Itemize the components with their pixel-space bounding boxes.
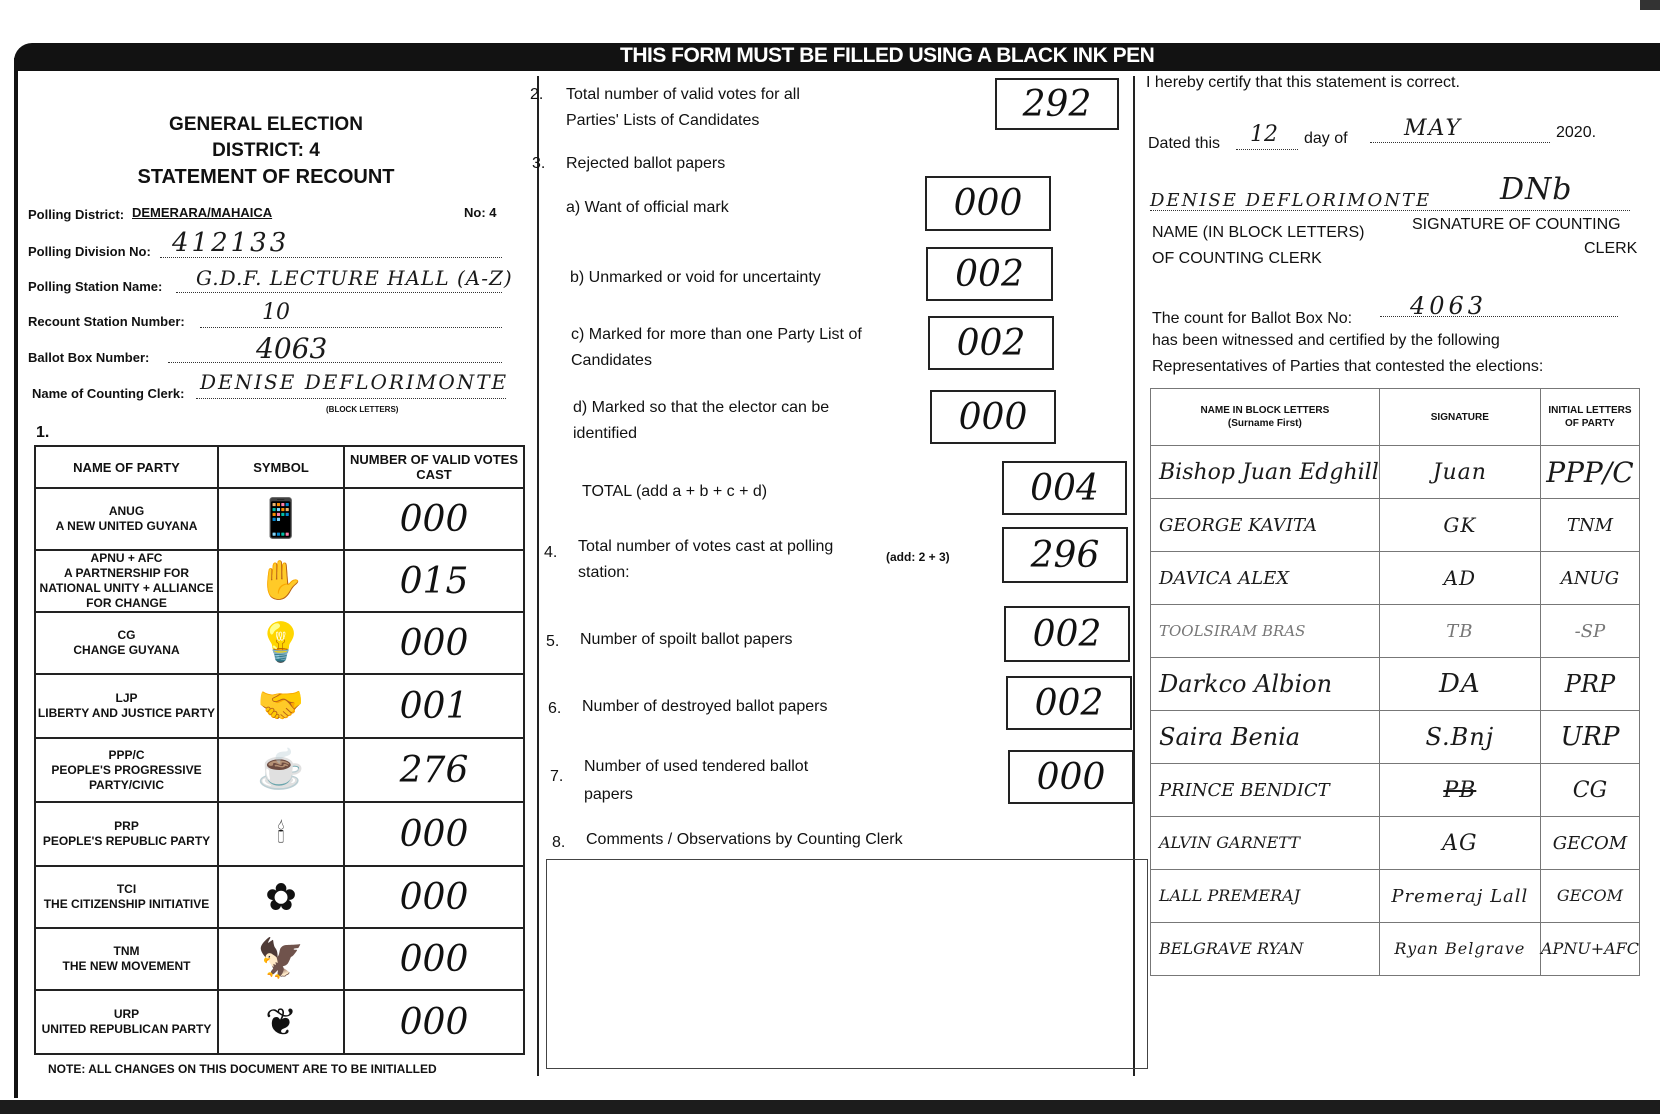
bottom-border xyxy=(0,1100,1660,1114)
item-3-number: 3. xyxy=(532,155,546,172)
reps-header-name-1: NAME IN BLOCK LETTERS xyxy=(1200,405,1330,416)
rep-name: GEORGE KAVITA xyxy=(1159,514,1318,536)
header-line-2: DISTRICT: 4 xyxy=(212,140,320,161)
dated-year: 2020. xyxy=(1556,124,1597,141)
dated-month-line xyxy=(1370,142,1550,143)
item-6-label: Number of destroyed ballot papers xyxy=(582,698,828,715)
rep-signature-cell xyxy=(1379,711,1540,764)
clerk-name-value: DENISE DEFLORIMONTE xyxy=(1150,190,1432,211)
dated-day-value: 12 xyxy=(1250,122,1278,147)
lamp-icon: 🕯 xyxy=(277,818,285,848)
party-fullname: THE CITIZENSHIP INITIATIVE xyxy=(43,897,210,911)
party-row-tci xyxy=(35,866,524,928)
header-party-name: NAME OF PARTY xyxy=(35,446,218,488)
rep-name-cell xyxy=(1151,658,1380,711)
party-fullname: UNITED REPUBLICAN PARTY xyxy=(41,1022,212,1036)
recount-station-label: Recount Station Number: xyxy=(28,314,185,329)
party-abbr: URP xyxy=(113,1007,140,1021)
item-2-number: 2. xyxy=(530,86,544,103)
rep-signature: Premeraj Lall xyxy=(1391,885,1529,907)
rep-party: -SP xyxy=(1574,620,1606,642)
item-8-label: Comments / Observations by Counting Clerk xyxy=(586,831,903,848)
rep-party-cell xyxy=(1540,446,1639,499)
rep-party-cell xyxy=(1540,764,1639,817)
party-row-urp xyxy=(35,990,524,1054)
party-symbol-cell xyxy=(218,488,344,550)
rep-name-cell xyxy=(1151,923,1380,976)
party-row-ljp xyxy=(35,674,524,738)
witness-line-2: Representatives of Parties that contested the elections: xyxy=(1152,358,1544,375)
party-name-cell xyxy=(35,866,218,928)
rep-row xyxy=(1151,817,1640,870)
party-name-cell xyxy=(35,738,218,802)
item-3b-label: b) Unmarked or void for uncertainty xyxy=(570,269,821,286)
party-votes-value: 000 xyxy=(344,928,524,990)
party-name-cell xyxy=(35,550,218,612)
polling-division-value: 412133 xyxy=(172,228,290,258)
rep-signature-cell xyxy=(1379,923,1540,976)
rep-signature-cell xyxy=(1379,870,1540,923)
rep-row xyxy=(1151,923,1640,976)
rep-name-cell xyxy=(1151,870,1380,923)
party-fullname: CHANGE GUYANA xyxy=(73,643,180,657)
certify-statement: I hereby certify that this statement is correct. xyxy=(1146,74,1460,91)
rep-signature: S.Bnj xyxy=(1425,723,1495,751)
party-votes-value: 001 xyxy=(344,674,524,738)
polling-division-label: Polling Division No: xyxy=(28,244,151,259)
page-corner xyxy=(1640,0,1660,10)
party-votes-value: 000 xyxy=(344,488,524,550)
rep-name: Bishop Juan Edghill xyxy=(1159,459,1379,485)
rep-party-cell xyxy=(1540,605,1639,658)
party-abbr: APNU + AFC xyxy=(90,551,163,565)
name-label-line-2: OF COUNTING CLERK xyxy=(1152,250,1322,267)
item-3b-value-box: 002 xyxy=(926,247,1053,301)
dated-day-line xyxy=(1236,149,1298,150)
party-votes-value: 000 xyxy=(344,612,524,674)
rep-signature: AD xyxy=(1443,566,1477,590)
rep-signature: Juan xyxy=(1432,459,1487,485)
rep-party-cell xyxy=(1540,711,1639,764)
rep-name: LALL PREMERAJ xyxy=(1159,886,1301,905)
party-name-cell xyxy=(35,928,218,990)
item-2-value-box: 292 xyxy=(995,78,1119,130)
mobile-phone-icon: 📱 xyxy=(257,498,305,540)
item-2-line-2: Parties' Lists of Candidates xyxy=(566,112,760,129)
rep-name: Darkco Albion xyxy=(1159,670,1333,698)
item-4-value-box: 296 xyxy=(1002,527,1128,583)
dated-label: Dated this xyxy=(1148,135,1221,152)
party-row-tnm xyxy=(35,928,524,990)
party-votes-table xyxy=(34,445,525,1055)
header-symbol: SYMBOL xyxy=(218,446,344,488)
item-5-label: Number of spoilt ballot papers xyxy=(580,631,793,648)
day-of-label: day of xyxy=(1304,130,1348,147)
item-7-line-1: Number of used tendered ballot xyxy=(584,758,809,775)
item-4-line-2: station: xyxy=(578,564,630,581)
sig-label-line-1: SIGNATURE OF COUNTING xyxy=(1412,216,1621,233)
rep-row xyxy=(1151,658,1640,711)
rep-row xyxy=(1151,711,1640,764)
rep-name-cell xyxy=(1151,711,1380,764)
rep-party: PRP xyxy=(1564,670,1616,698)
header-line-1: GENERAL ELECTION xyxy=(169,114,363,135)
item-7-line-2: papers xyxy=(584,786,633,803)
polling-station-label: Polling Station Name: xyxy=(28,279,163,294)
rep-name: BELGRAVE RYAN xyxy=(1159,939,1304,958)
party-symbol-cell xyxy=(218,990,344,1054)
reps-header-name-2: (Surname First) xyxy=(1227,418,1302,429)
recount-station-line xyxy=(200,327,502,328)
rep-party-cell xyxy=(1540,499,1639,552)
party-symbol-cell xyxy=(218,550,344,612)
rep-signature-cell xyxy=(1379,658,1540,711)
party-abbr: TNM xyxy=(113,944,140,958)
item-3d-line-1: d) Marked so that the elector can be xyxy=(573,399,830,416)
rep-party: APNU+AFC xyxy=(1540,939,1639,958)
lightbulb-gear-icon: 💡 xyxy=(257,622,305,664)
rep-signature: PB xyxy=(1443,777,1477,803)
party-table-header-row xyxy=(35,446,524,488)
item-3d-line-2: identified xyxy=(573,425,638,442)
party-abbr: PRP xyxy=(114,819,139,833)
item-6-value-box: 002 xyxy=(1006,676,1132,730)
hand-key-icon: ✋ xyxy=(257,560,305,602)
item-5-number: 5. xyxy=(546,633,560,650)
ballot-box-value: 4063 xyxy=(256,332,328,365)
party-votes-value: 000 xyxy=(344,866,524,928)
item-7-value-box: 000 xyxy=(1008,750,1134,804)
party-fullname: THE NEW MOVEMENT xyxy=(62,959,191,973)
party-votes-value: 276 xyxy=(344,738,524,802)
party-symbol-cell xyxy=(218,738,344,802)
party-name-cell xyxy=(35,802,218,866)
reps-header-party xyxy=(1540,389,1639,446)
party-symbol-cell xyxy=(218,866,344,928)
dated-month-value: MAY xyxy=(1404,116,1463,141)
counting-clerk-value: DENISE DEFLORIMONTE xyxy=(200,370,509,394)
rep-signature: AG xyxy=(1442,830,1478,856)
block-letters-note: (BLOCK LETTERS) xyxy=(326,405,399,414)
rep-name-cell xyxy=(1151,605,1380,658)
item-3c-line-1: c) Marked for more than one Party List of xyxy=(571,326,862,343)
rep-signature-cell xyxy=(1379,552,1540,605)
party-fullname: A NEW UNITED GUYANA xyxy=(55,519,198,533)
rep-signature-cell xyxy=(1379,605,1540,658)
item-8-number: 8. xyxy=(552,834,566,851)
reps-header-row xyxy=(1151,389,1640,446)
initialled-note: NOTE: ALL CHANGES ON THIS DOCUMENT ARE TO BE INITIALLED xyxy=(48,1062,437,1076)
rep-name: Saira Benia xyxy=(1159,723,1301,751)
polling-district-value: DEMERARA/MAHAICA xyxy=(132,205,273,220)
party-symbol-cell xyxy=(218,612,344,674)
witness-line-1: has been witnessed and certified by the following xyxy=(1152,332,1500,349)
rep-party-cell xyxy=(1540,817,1639,870)
total-value-box: 004 xyxy=(1002,461,1127,515)
reps-header-party-1: INITIAL LETTERS xyxy=(1548,405,1632,416)
rep-party: URP xyxy=(1560,722,1620,752)
party-row-pppc xyxy=(35,738,524,802)
left-border xyxy=(14,58,18,1098)
rep-signature-cell xyxy=(1379,446,1540,499)
item-3a-label: a) Want of official mark xyxy=(566,199,729,216)
item-3a-value-box: 000 xyxy=(925,176,1051,231)
item-3-label: Rejected ballot papers xyxy=(566,155,726,172)
rep-party: PPP/C xyxy=(1546,455,1634,489)
party-name-cell xyxy=(35,612,218,674)
counting-clerk-label: Name of Counting Clerk: xyxy=(32,386,185,401)
rep-name: TOOLSIRAM BRAS xyxy=(1159,621,1306,640)
rep-signature-cell xyxy=(1379,499,1540,552)
name-label-line-1: NAME (IN BLOCK LETTERS) xyxy=(1152,224,1365,241)
rep-signature: GK xyxy=(1443,513,1477,537)
reps-header-signature: SIGNATURE xyxy=(1379,389,1540,446)
banner-text: THIS FORM MUST BE FILLED USING A BLACK INK PEN xyxy=(620,44,1155,67)
party-votes-value: 000 xyxy=(344,802,524,866)
reps-header-party-2: OF PARTY xyxy=(1565,418,1615,429)
rep-party-cell xyxy=(1540,658,1639,711)
rep-party: ANUG xyxy=(1560,567,1620,589)
item-4-note: (add: 2 + 3) xyxy=(886,550,950,564)
party-votes-value: 000 xyxy=(344,990,524,1054)
rep-party: GECOM xyxy=(1556,886,1624,905)
animal-emblem-icon: ❦ xyxy=(265,1001,297,1044)
count-value: 4063 xyxy=(1410,292,1488,320)
rep-name: PRINCE BENDICT xyxy=(1159,779,1330,801)
counting-clerk-line xyxy=(196,398,506,399)
representatives-table xyxy=(1150,388,1640,976)
eagle-icon: 🦅 xyxy=(257,938,305,980)
party-abbr: LJP xyxy=(115,691,138,705)
rep-party-cell xyxy=(1540,870,1639,923)
rep-row xyxy=(1151,605,1640,658)
rep-name-cell xyxy=(1151,764,1380,817)
rep-signature: DA xyxy=(1439,669,1481,699)
item-3c-line-2: Candidates xyxy=(571,352,652,369)
ballot-box-line xyxy=(168,362,502,363)
party-name-cell xyxy=(35,488,218,550)
rep-party: TNM xyxy=(1566,514,1614,536)
party-name-cell xyxy=(35,990,218,1054)
rep-row xyxy=(1151,446,1640,499)
rep-party: GECOM xyxy=(1552,832,1628,854)
rep-name: ALVIN GARNETT xyxy=(1159,833,1300,852)
rep-row xyxy=(1151,499,1640,552)
rep-signature-cell xyxy=(1379,817,1540,870)
party-votes-value: 015 xyxy=(344,550,524,612)
party-name-cell xyxy=(35,674,218,738)
party-fullname: LIBERTY AND JUSTICE PARTY xyxy=(37,706,216,720)
section-1-number: 1. xyxy=(36,424,50,441)
rep-name-cell xyxy=(1151,817,1380,870)
party-row-apnu-afc xyxy=(35,550,524,612)
reps-header-name xyxy=(1151,389,1380,446)
rep-party-cell xyxy=(1540,552,1639,605)
rep-name-cell xyxy=(1151,446,1380,499)
party-symbol-cell xyxy=(218,802,344,866)
party-symbol-cell xyxy=(218,928,344,990)
item-5-value-box: 002 xyxy=(1004,606,1130,662)
clerk-signature: DNb xyxy=(1500,172,1573,207)
party-abbr: ANUG xyxy=(108,504,145,518)
party-fullname: A PARTNERSHIP FOR NATIONAL UNITY + ALLIANCE FOR CHANGE xyxy=(39,566,214,610)
polling-district-label: Polling District: xyxy=(28,207,125,222)
rep-party-cell xyxy=(1540,923,1639,976)
header-votes: NUMBER OF VALID VOTES CAST xyxy=(344,446,524,488)
handshake-icon: 🤝 xyxy=(257,685,305,727)
item-3c-value-box: 002 xyxy=(928,316,1054,370)
party-fullname: PEOPLE'S PROGRESSIVE PARTY/CIVIC xyxy=(51,762,202,792)
party-abbr: PPP/C xyxy=(108,747,145,762)
party-row-anug xyxy=(35,488,524,550)
item-2-line-1: Total number of valid votes for all xyxy=(566,86,800,103)
item-6-number: 6. xyxy=(548,700,562,717)
party-row-cg xyxy=(35,612,524,674)
sig-label-line-2: CLERK xyxy=(1584,240,1638,257)
rep-signature: TB xyxy=(1446,620,1474,642)
district-no: No: 4 xyxy=(464,205,497,220)
item-7-number: 7. xyxy=(550,768,564,785)
party-abbr: CG xyxy=(117,628,136,642)
polling-station-line xyxy=(176,292,502,293)
item-4-number: 4. xyxy=(544,544,558,561)
party-abbr: TCI xyxy=(116,882,137,896)
recount-station-value: 10 xyxy=(262,300,290,325)
total-label: TOTAL (add a + b + c + d) xyxy=(582,483,768,500)
comments-box[interactable] xyxy=(546,859,1148,1069)
polling-station-value: G.D.F. LECTURE HALL (A-Z) xyxy=(196,266,513,290)
rep-row xyxy=(1151,870,1640,923)
rep-signature-cell xyxy=(1379,764,1540,817)
rep-row xyxy=(1151,552,1640,605)
party-fullname: PEOPLE'S REPUBLIC PARTY xyxy=(42,834,211,848)
ballot-box-label: Ballot Box Number: xyxy=(28,350,150,365)
item-3d-value-box: 000 xyxy=(930,390,1056,444)
rep-name: DAVICA ALEX xyxy=(1159,567,1290,589)
count-label: The count for Ballot Box No: xyxy=(1152,310,1353,327)
party-row-prp xyxy=(35,802,524,866)
rep-party: CG xyxy=(1572,777,1608,803)
rep-row xyxy=(1151,764,1640,817)
rep-signature: Ryan Belgrave xyxy=(1394,939,1526,958)
rep-name-cell xyxy=(1151,499,1380,552)
header-line-3: STATEMENT OF RECOUNT xyxy=(137,166,395,188)
bird-nest-icon: ✿ xyxy=(265,876,297,919)
cup-icon: ☕ xyxy=(257,749,305,791)
item-4-line-1: Total number of votes cast at polling xyxy=(578,538,834,555)
party-symbol-cell xyxy=(218,674,344,738)
rep-name-cell xyxy=(1151,552,1380,605)
column-divider-left xyxy=(537,76,539,1076)
